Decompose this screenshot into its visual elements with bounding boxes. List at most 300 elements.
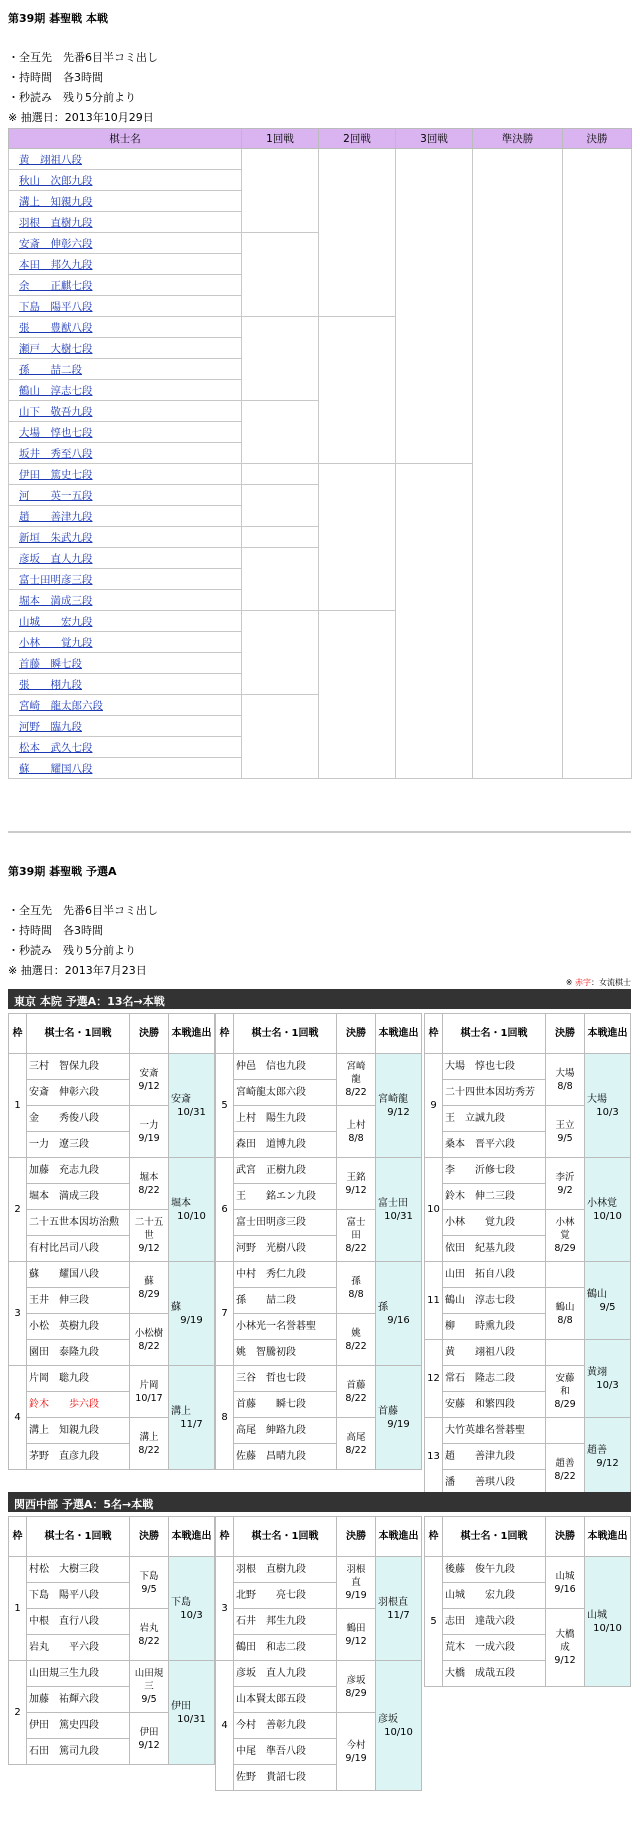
bracket-line-cell [563,758,632,779]
round1-result: 羽根 直 9/19 [337,1557,376,1609]
bracket-line-cell [319,716,396,737]
player-name: 安斎 伸彰六段 [27,1080,130,1106]
bracket-player-cell [9,737,242,758]
bracket-line-cell [396,422,473,443]
advance-date: 11/7 [387,1609,410,1621]
bracket-player-cell [9,758,242,779]
bracket-line-cell [563,674,632,695]
bracket-line-cell [242,485,319,506]
bracket-line-cell [242,338,319,359]
bracket-line-cell [319,674,396,695]
bracket-line-cell [396,506,473,527]
player-name: 首藤 瞬七段 [234,1392,337,1418]
bracket-row [9,590,632,611]
bracket-row [9,149,632,170]
player-link[interactable]: 首藤 瞬七段 [19,657,82,670]
player-name: 後藤 俊午九段 [443,1557,546,1583]
advance-winner: 下島 [171,1596,191,1608]
advance-winner: 宮崎龍 [378,1093,408,1105]
bracket-line-cell [242,758,319,779]
player-name: 安藤 和繁四段 [443,1392,546,1418]
slot-number: 13 [425,1418,443,1496]
bracket-player-cell [9,632,242,653]
bracket-row [9,716,632,737]
player-link[interactable]: 宮崎 龍太郎六段 [19,699,103,712]
round1-bye [546,1340,585,1366]
bracket-row [9,338,632,359]
bracket-line-cell [319,275,396,296]
round1-result: 大橋 成 9/12 [546,1609,585,1687]
round1-result: 安斎 9/12 [130,1054,169,1106]
bracket-line-cell [473,758,563,779]
player-link[interactable]: 羽根 直樹九段 [19,216,93,229]
header-player: 棋士名・1回戦 [27,1014,130,1054]
player-name: 羽根 直樹九段 [234,1557,337,1583]
player-name: 蘇 耀国八段 [27,1262,130,1288]
player-link[interactable]: 富士田明彦三段 [19,573,93,586]
round1-result: 富士 田 8/22 [337,1210,376,1262]
advance-date: 10/10 [177,1210,206,1222]
player-name: 小林 覚九段 [443,1210,546,1236]
bracket-line-cell [242,212,319,233]
bracket-line-cell [319,212,396,233]
bracket-line-cell [242,443,319,464]
player-link[interactable]: 松本 武久七段 [19,741,93,754]
bracket-line-cell [563,359,632,380]
player-name: 李 沂修七段 [443,1158,546,1184]
bracket-line-cell [473,380,563,401]
header-round2: 2回戦 [319,129,396,149]
player-link[interactable]: 余 正麒七段 [19,279,93,292]
advance-date: 10/10 [593,1622,622,1634]
advance-winner: 黄翊 [587,1366,607,1378]
bracket-player-cell [9,275,242,296]
player-link[interactable]: 大場 惇也七段 [19,426,93,439]
bracket-line-cell [563,191,632,212]
player-name: 上村 陽生九段 [234,1106,337,1132]
slot-number: 8 [216,1366,234,1470]
bracket-row [9,443,632,464]
group-row [425,1557,631,1583]
slot-number: 4 [9,1366,27,1470]
player-name: 王 銘エン九段 [234,1184,337,1210]
bracket-line-cell [563,212,632,233]
bracket-line-cell [563,527,632,548]
player-name: 森田 道博九段 [234,1132,337,1158]
slot-number: 10 [425,1158,443,1262]
player-name: 大橋 成哉五段 [443,1661,546,1687]
group-row [216,1262,422,1288]
advance-cell [585,1158,631,1262]
header-round3: 3回戦 [396,129,473,149]
bracket-line-cell [242,149,319,170]
player-link[interactable]: 鶴山 淳志七段 [19,384,93,397]
bracket-line-cell [473,737,563,758]
player-name: 下島 陽平八段 [27,1583,130,1609]
bracket-line-cell [473,212,563,233]
bracket-line-cell [242,380,319,401]
bracket-line-cell [473,569,563,590]
player-name: 鶴山 淳志七段 [443,1288,546,1314]
player-name: 佐野 貴詔七段 [234,1765,337,1791]
main-title: 第39期 碁聖戦 本戦 [8,12,108,25]
player-link[interactable]: 下島 陽平八段 [19,300,93,313]
player-name: 王 立誠九段 [443,1106,546,1132]
bracket-player-cell [9,443,242,464]
group-row [216,1054,422,1080]
round1-result: 宮崎 龍 8/22 [337,1054,376,1106]
bracket-row [9,422,632,443]
player-name: 佐藤 昌晴九段 [234,1444,337,1470]
bracket-line-cell [242,527,319,548]
player-name: 今村 善彰九段 [234,1713,337,1739]
player-link[interactable]: 黄 翊祖八段 [19,153,82,166]
header-semifinal: 準決勝 [473,129,563,149]
player-name: 中根 直行八段 [27,1609,130,1635]
advance-cell [376,1262,422,1366]
header-advance: 本戦進出 [169,1014,215,1054]
round1-result: 今村 9/19 [337,1713,376,1791]
main-rules [8,48,158,128]
bracket-line-cell [563,254,632,275]
bracket-line-cell [319,653,396,674]
bracket-line-cell [473,233,563,254]
slot-number: 3 [216,1557,234,1661]
advance-date: 9/5 [599,1301,616,1313]
bracket-row [9,611,632,632]
advance-cell [585,1054,631,1158]
bracket-player-cell [9,674,242,695]
group-row [9,1366,215,1392]
player-name: 黄 翊祖八段 [443,1340,546,1366]
player-name: 加藤 充志九段 [27,1158,130,1184]
slot-number: 3 [9,1262,27,1366]
bracket-line-cell [563,548,632,569]
bracket-line-cell [563,632,632,653]
prelim-rules [8,901,158,981]
bracket-line-cell [473,590,563,611]
bracket-line-cell [242,590,319,611]
header-final: 決勝 [337,1014,376,1054]
prelim-title: 第39期 碁聖戦 予選A [8,865,117,878]
group-row [9,1158,215,1184]
bracket-line-cell [396,275,473,296]
bracket-line-cell [473,149,563,170]
bracket-line-cell [396,716,473,737]
bracket-player-cell [9,254,242,275]
group-row [216,1158,422,1184]
player-name: 小林光一名誉碁聖 [234,1314,337,1340]
round1-result: 王立 9/5 [546,1106,585,1158]
bracket-line-cell [319,611,396,632]
bracket-line-cell [396,548,473,569]
advance-date: 11/7 [180,1418,203,1430]
group-row [9,1262,215,1288]
player-name: 一力 遼三段 [27,1132,130,1158]
player-name: 高尾 紳路九段 [234,1418,337,1444]
round1-result: 片岡 10/17 [130,1366,169,1418]
player-link[interactable]: 孫 喆二段 [19,363,82,376]
advance-winner: 溝上 [171,1405,191,1417]
bracket-player-cell [9,548,242,569]
kansai-group-table [215,1516,422,1791]
bracket-row [9,485,632,506]
header-advance: 本戦進出 [585,1517,631,1557]
header-player: 棋士名・1回戦 [27,1517,130,1557]
player-name: 園田 泰隆九段 [27,1340,130,1366]
bracket-line-cell [242,653,319,674]
bracket-line-cell [396,212,473,233]
bracket-line-cell [319,380,396,401]
bracket-player-cell [9,653,242,674]
group-row [9,1661,215,1687]
bracket-line-cell [396,464,473,485]
advance-winner: 小林覚 [587,1197,617,1209]
advance-winner: 首藤 [378,1405,398,1417]
bracket-player-cell [9,590,242,611]
bracket-line-cell [396,674,473,695]
player-name: 山田 拓自八段 [443,1262,546,1288]
bracket-line-cell [473,296,563,317]
bracket-row [9,506,632,527]
legend-note: ※ 赤字：女流棋士 [565,978,631,987]
player-link[interactable]: 瀬戸 大樹七段 [19,342,93,355]
bracket-row [9,191,632,212]
round1-result: 蘇 8/29 [130,1262,169,1314]
advance-cell [169,1054,215,1158]
bracket-line-cell [473,422,563,443]
bracket-line-cell [473,401,563,422]
bracket-row [9,317,632,338]
bracket-player-cell [9,695,242,716]
advance-date: 10/3 [180,1609,203,1621]
group-header-row [9,1517,215,1557]
bracket-line-cell [319,464,396,485]
player-name: 石田 篤司九段 [27,1739,130,1765]
player-name: 河野 光樹八段 [234,1236,337,1262]
bracket-line-cell [319,317,396,338]
group-row [425,1158,631,1184]
player-name: 依田 紀基九段 [443,1236,546,1262]
player-name: 堀本 満成三段 [27,1184,130,1210]
advance-winner: 堀本 [171,1197,191,1209]
bracket-line-cell [319,632,396,653]
player-link[interactable]: 張 栩九段 [19,678,82,691]
bracket-line-cell [396,758,473,779]
bracket-line-cell [319,338,396,359]
player-link[interactable]: 坂井 秀至八段 [19,447,93,460]
bracket-player-cell [9,317,242,338]
bracket-line-cell [319,443,396,464]
advance-winner: 大場 [587,1093,607,1105]
bracket-line-cell [319,149,396,170]
player-name: 姚 智騰初段 [234,1340,337,1366]
bracket-line-cell [473,359,563,380]
main-bracket [8,128,632,779]
bracket-line-cell [473,527,563,548]
bracket-line-cell [396,149,473,170]
bracket-line-cell [473,170,563,191]
bracket-line-cell [319,422,396,443]
player-link[interactable]: 河 英一五段 [19,489,93,502]
advance-cell [376,1366,422,1470]
round1-bye [546,1262,585,1288]
player-link[interactable]: 新垣 朱武九段 [19,531,93,544]
player-link[interactable]: 趙 善津九段 [19,510,93,523]
bracket-line-cell [319,485,396,506]
bracket-line-cell [473,443,563,464]
advance-cell [169,1262,215,1366]
player-name: 小松 英樹九段 [27,1314,130,1340]
bracket-line-cell [319,506,396,527]
player-name: 村松 大樹三段 [27,1557,130,1583]
round1-result: 安藤 和 8/29 [546,1366,585,1418]
group-header-row [216,1517,422,1557]
slot-number: 5 [216,1054,234,1158]
player-link[interactable]: 蘇 耀国八段 [19,762,93,775]
bracket-line-cell [563,401,632,422]
advance-cell [169,1366,215,1470]
group-header-row [216,1014,422,1054]
player-link[interactable]: 堀本 満成三段 [19,594,93,607]
player-link[interactable]: 溝上 知親九段 [19,195,93,208]
bracket-line-cell [396,380,473,401]
bracket-line-cell [563,296,632,317]
player-link[interactable]: 河野 臨九段 [19,720,82,733]
bracket-player-cell [9,296,242,317]
round1-result: 伊田 9/12 [130,1713,169,1765]
slot-number: 4 [216,1661,234,1791]
rule-time: ・持時間 各3時間 [8,924,103,937]
advance-cell [376,1557,422,1661]
player-name: 常石 隆志二段 [443,1366,546,1392]
player-link[interactable]: 本田 邦久九段 [19,258,93,271]
player-name: 伊田 篤史四段 [27,1713,130,1739]
slot-number: 6 [216,1158,234,1262]
bracket-line-cell [396,611,473,632]
player-name: 孫 喆二段 [234,1288,337,1314]
tokyo-group-table [424,1013,631,1496]
player-name: 二十四世本因坊秀芳 [443,1080,546,1106]
bracket-row [9,170,632,191]
bracket-row [9,653,632,674]
round1-result: 小松樹 8/22 [130,1314,169,1366]
round1-result: 岩丸 8/22 [130,1609,169,1661]
round1-result: 首藤 8/22 [337,1366,376,1418]
bracket-line-cell [319,737,396,758]
player-link[interactable]: 山下 敬吾九段 [19,405,93,418]
bracket-line-cell [563,338,632,359]
player-link[interactable]: 伊田 篤史七段 [19,468,93,481]
bracket-line-cell [473,506,563,527]
player-name: 三村 智保九段 [27,1054,130,1080]
advance-date: 10/31 [384,1210,413,1222]
bracket-row [9,674,632,695]
round1-result: 上村 8/8 [337,1106,376,1158]
player-link[interactable]: 安斎 伸彰六段 [19,237,93,250]
advance-winner: 山城 [587,1609,607,1621]
group-row [425,1054,631,1080]
bracket-row [9,737,632,758]
bracket-line-cell [396,296,473,317]
round1-result: 彦坂 8/29 [337,1661,376,1713]
bracket-line-cell [242,464,319,485]
round1-result: 山田規 三 9/5 [130,1661,169,1713]
bracket-line-cell [473,338,563,359]
advance-date: 9/12 [387,1106,410,1118]
round1-result: 高尾 8/22 [337,1418,376,1470]
round1-result: 姚 8/22 [337,1314,376,1366]
player-name: 仲邑 信也九段 [234,1054,337,1080]
player-name: 岩丸 平六段 [27,1635,130,1661]
player-name: 三谷 哲也七段 [234,1366,337,1392]
bracket-line-cell [473,191,563,212]
bracket-line-cell [473,548,563,569]
advance-date: 9/12 [596,1457,619,1469]
advance-date: 10/3 [596,1106,619,1118]
bracket-line-cell [473,632,563,653]
player-link[interactable]: 張 豊猷八段 [19,321,93,334]
advance-winner: 趙善 [587,1444,607,1456]
round1-result: 王銘 9/12 [337,1158,376,1210]
bracket-line-cell [242,359,319,380]
advance-date: 10/10 [384,1726,413,1738]
bracket-line-cell [563,590,632,611]
bracket-line-cell [563,569,632,590]
slot-number: 12 [425,1340,443,1418]
group-row [425,1340,631,1366]
slot-number: 9 [425,1054,443,1158]
header-slot: 枠 [9,1014,27,1054]
advance-date: 9/19 [387,1418,410,1430]
bracket-player-cell [9,485,242,506]
rule-komi: ・全互先 先番6目半コミ出し [8,51,158,64]
group-header-row [9,1014,215,1054]
header-slot: 枠 [216,1014,234,1054]
round1-result: 堀本 8/22 [130,1158,169,1210]
header-final: 決勝 [546,1517,585,1557]
bracket-line-cell [563,716,632,737]
player-link[interactable]: 秋山 次郎九段 [19,174,93,187]
group-header-row [425,1517,631,1557]
bracket-player-cell [9,506,242,527]
advance-cell [585,1262,631,1340]
bracket-line-cell [319,170,396,191]
bracket-line-cell [242,716,319,737]
bracket-line-cell [242,401,319,422]
player-link[interactable]: 小林 覚九段 [19,636,93,649]
advance-cell [376,1158,422,1262]
group-row [216,1557,422,1583]
player-name: 加藤 祐輝六段 [27,1687,130,1713]
player-name: 荒木 一成六段 [443,1635,546,1661]
bracket-player-cell [9,170,242,191]
bracket-line-cell [563,737,632,758]
slot-number: 2 [9,1661,27,1765]
bracket-line-cell [396,737,473,758]
advance-date: 9/16 [387,1314,410,1326]
player-name: 王井 伸三段 [27,1288,130,1314]
bracket-row [9,695,632,716]
player-name: 二十五世本因坊治勲 [27,1210,130,1236]
bracket-player-cell [9,233,242,254]
advance-winner: 彦坂 [378,1713,398,1725]
player-link[interactable]: 彦坂 直人九段 [19,552,93,565]
group-row [9,1557,215,1583]
player-link[interactable]: 山城 宏九段 [19,615,93,628]
bracket-line-cell [242,170,319,191]
advance-date: 9/19 [180,1314,203,1326]
